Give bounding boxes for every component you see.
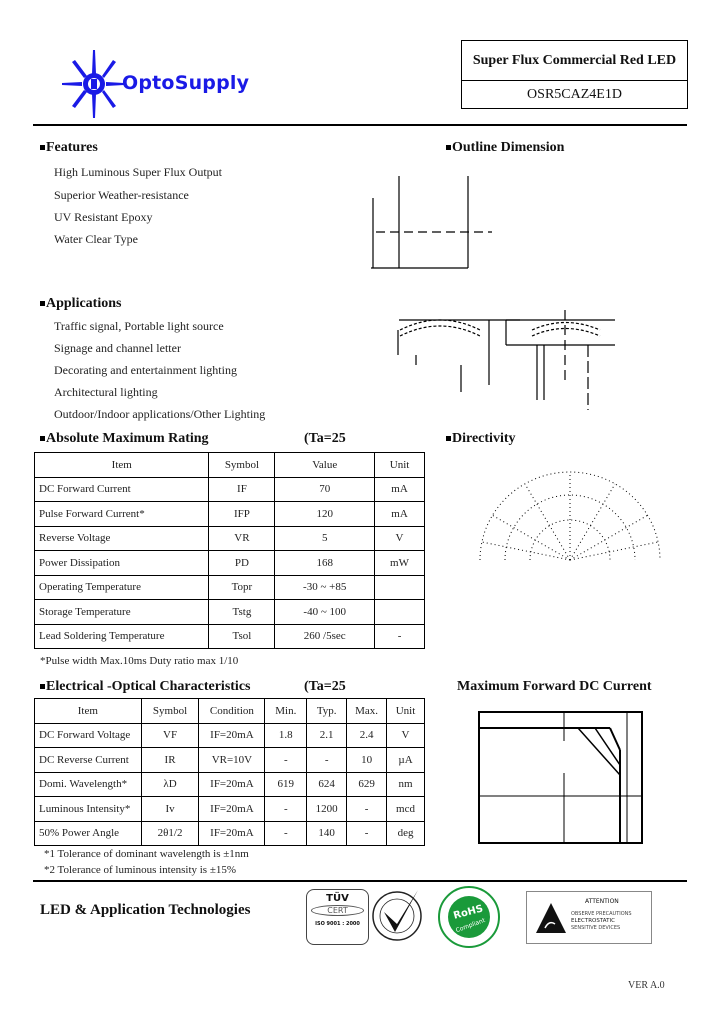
cell-item: DC Reverse Current [35,748,142,773]
features-heading: Features [40,140,98,156]
feature-item: Superior Weather-resistance [54,188,189,202]
cell-min: 619 [265,772,307,797]
header-max: Max. [347,699,387,724]
table-row [35,600,425,625]
abs-max-table [34,452,425,649]
header-value: Value [275,453,375,478]
footer-divider [33,880,687,882]
cell-unit: nm [387,772,425,797]
cell-symbol: 2θ1/2 [141,821,199,846]
header-symbol: Symbol [209,453,275,478]
application-item: Architectural lighting [54,385,158,399]
cell-item: Luminous Intensity* [35,797,142,822]
rohs-icon [437,885,501,949]
cell-value: 5 [275,526,375,551]
svg-text:Compliant: Compliant [454,917,487,935]
table-row [35,502,425,527]
esd-line-3: SENSITIVE DEVICES [571,925,621,931]
table-row [35,723,425,748]
cell-condition: IF=20mA [199,821,265,846]
abs-max-condition: (Ta=25 [304,431,346,446]
abs-max-heading: Absolute Maximum Rating [40,431,209,447]
table-row [35,797,425,822]
rohs-badge [437,885,501,949]
cell-min: - [265,797,307,822]
part-number: OSR5CAZ4E1D [527,86,622,102]
table-row [35,748,425,773]
cell-item: DC Forward Voltage [35,723,142,748]
eo-note-2: *2 Tolerance of luminous intensity is ±15% [44,864,237,876]
sun-logo-icon [60,48,130,120]
cell-value: 70 [275,477,375,502]
svg-text:RoHS: RoHS [452,903,485,922]
esd-attention-label [526,891,652,944]
cell-condition: IF=20mA [199,772,265,797]
product-title: Super Flux Commercial Red LED [462,41,687,81]
header-item: Item [35,453,209,478]
cell-unit: mW [375,551,425,576]
cell-symbol: IR [141,748,199,773]
max-dc-heading: Maximum Forward DC Current [457,679,652,694]
cell-item: Operating Temperature [35,575,209,600]
table-header-row [35,699,425,724]
eo-note-1: *1 Tolerance of dominant wavelength is ±1nm [44,848,249,860]
table-row [35,624,425,649]
cell-max: 10 [347,748,387,773]
directivity-polar-chart [470,470,670,565]
eo-heading: Electrical -Optical Characteristics [40,679,250,695]
eo-table [34,698,425,846]
cell-symbol: Topr [209,575,275,600]
cell-typ: 140 [307,821,347,846]
product-title-box [461,40,688,109]
cell-typ: 624 [307,772,347,797]
derating-curve [480,713,641,842]
cell-unit: V [375,526,425,551]
applications-heading: Applications [40,296,121,312]
outline-heading: Outline Dimension [446,140,564,156]
cell-typ: 2.1 [307,723,347,748]
table-header-row [35,453,425,478]
cell-max: 629 [347,772,387,797]
cell-unit: mA [375,502,425,527]
cert-label: CERT [311,905,364,916]
header-min: Min. [265,699,307,724]
header-item: Item [35,699,142,724]
cell-unit: deg [387,821,425,846]
tuv-label: TÜV [326,893,349,904]
cell-value: -30 ~ +85 [275,575,375,600]
cell-symbol: VR [209,526,275,551]
cell-symbol: Iv [141,797,199,822]
abs-max-note: *Pulse width Max.10ms Duty ratio max 1/10 [40,655,239,667]
cell-min: - [265,748,307,773]
table-row [35,821,425,846]
cell-item: Reverse Voltage [35,526,209,551]
application-item: Outdoor/Indoor applications/Other Lighting [54,407,266,421]
cell-value: 168 [275,551,375,576]
table-row [35,526,425,551]
version-label: VER A.0 [628,980,665,991]
certified-company-badge [370,888,424,942]
cell-symbol: Tstg [209,600,275,625]
cell-item: 50% Power Angle [35,821,142,846]
table-row [35,477,425,502]
company-tagline: LED & Application Technologies [40,902,251,918]
cell-unit: V [387,723,425,748]
brand-name: OptoSupply [122,72,250,94]
feature-item: Water Clear Type [54,232,138,246]
cell-symbol: Tsol [209,624,275,649]
table-row [35,772,425,797]
cell-item: Pulse Forward Current* [35,502,209,527]
directivity-heading: Directivity [446,431,516,447]
cell-max: 2.4 [347,723,387,748]
cell-value: 260 /5sec [275,624,375,649]
cell-symbol: IF [209,477,275,502]
cell-condition: IF=20mA [199,723,265,748]
cell-symbol: IFP [209,502,275,527]
application-item: Decorating and entertainment lighting [54,363,237,377]
header-unit: Unit [387,699,425,724]
feature-item: UV Resistant Epoxy [54,210,153,224]
table-row [35,575,425,600]
checkmark-icon [370,888,424,942]
header-unit: Unit [375,453,425,478]
cell-item: DC Forward Current [35,477,209,502]
cell-min: 1.8 [265,723,307,748]
eo-condition: (Ta=25 [304,679,346,694]
header-typ: Typ. [307,699,347,724]
table-row [35,551,425,576]
cell-symbol: PD [209,551,275,576]
outline-dimension-drawing [360,170,660,410]
tuv-cert-badge [306,889,369,945]
cell-item: Storage Temperature [35,600,209,625]
cell-unit: mcd [387,797,425,822]
esd-line-2: ELECTROSTATIC [571,918,615,924]
header-divider [33,124,687,126]
cell-unit [375,600,425,625]
cell-unit: µA [387,748,425,773]
application-item: Traffic signal, Portable light source [54,319,224,333]
cell-unit [375,575,425,600]
cell-symbol: λD [141,772,199,797]
cell-max: - [347,821,387,846]
cell-typ: - [307,748,347,773]
cell-value: -40 ~ 100 [275,600,375,625]
application-item: Signage and channel letter [54,341,181,355]
header-condition: Condition [199,699,265,724]
iso-label: ISO 9001 : 2000 [315,921,360,927]
esd-line-1: OBSERVE PRECAUTIONS [571,911,632,917]
cell-max: - [347,797,387,822]
esd-title: ATTENTION [585,898,619,905]
cell-value: 120 [275,502,375,527]
header-symbol: Symbol [141,699,199,724]
cell-symbol: VF [141,723,199,748]
cell-item: Power Dissipation [35,551,209,576]
cell-condition: VR=10V [199,748,265,773]
cell-typ: 1200 [307,797,347,822]
esd-warning-icon [535,902,567,934]
cell-item: Domi. Wavelength* [35,772,142,797]
max-dc-chart [478,711,643,844]
cell-item: Lead Soldering Temperature [35,624,209,649]
cell-min: - [265,821,307,846]
cell-condition: IF=20mA [199,797,265,822]
feature-item: High Luminous Super Flux Output [54,165,223,179]
cell-unit: mA [375,477,425,502]
cell-unit: - [375,624,425,649]
